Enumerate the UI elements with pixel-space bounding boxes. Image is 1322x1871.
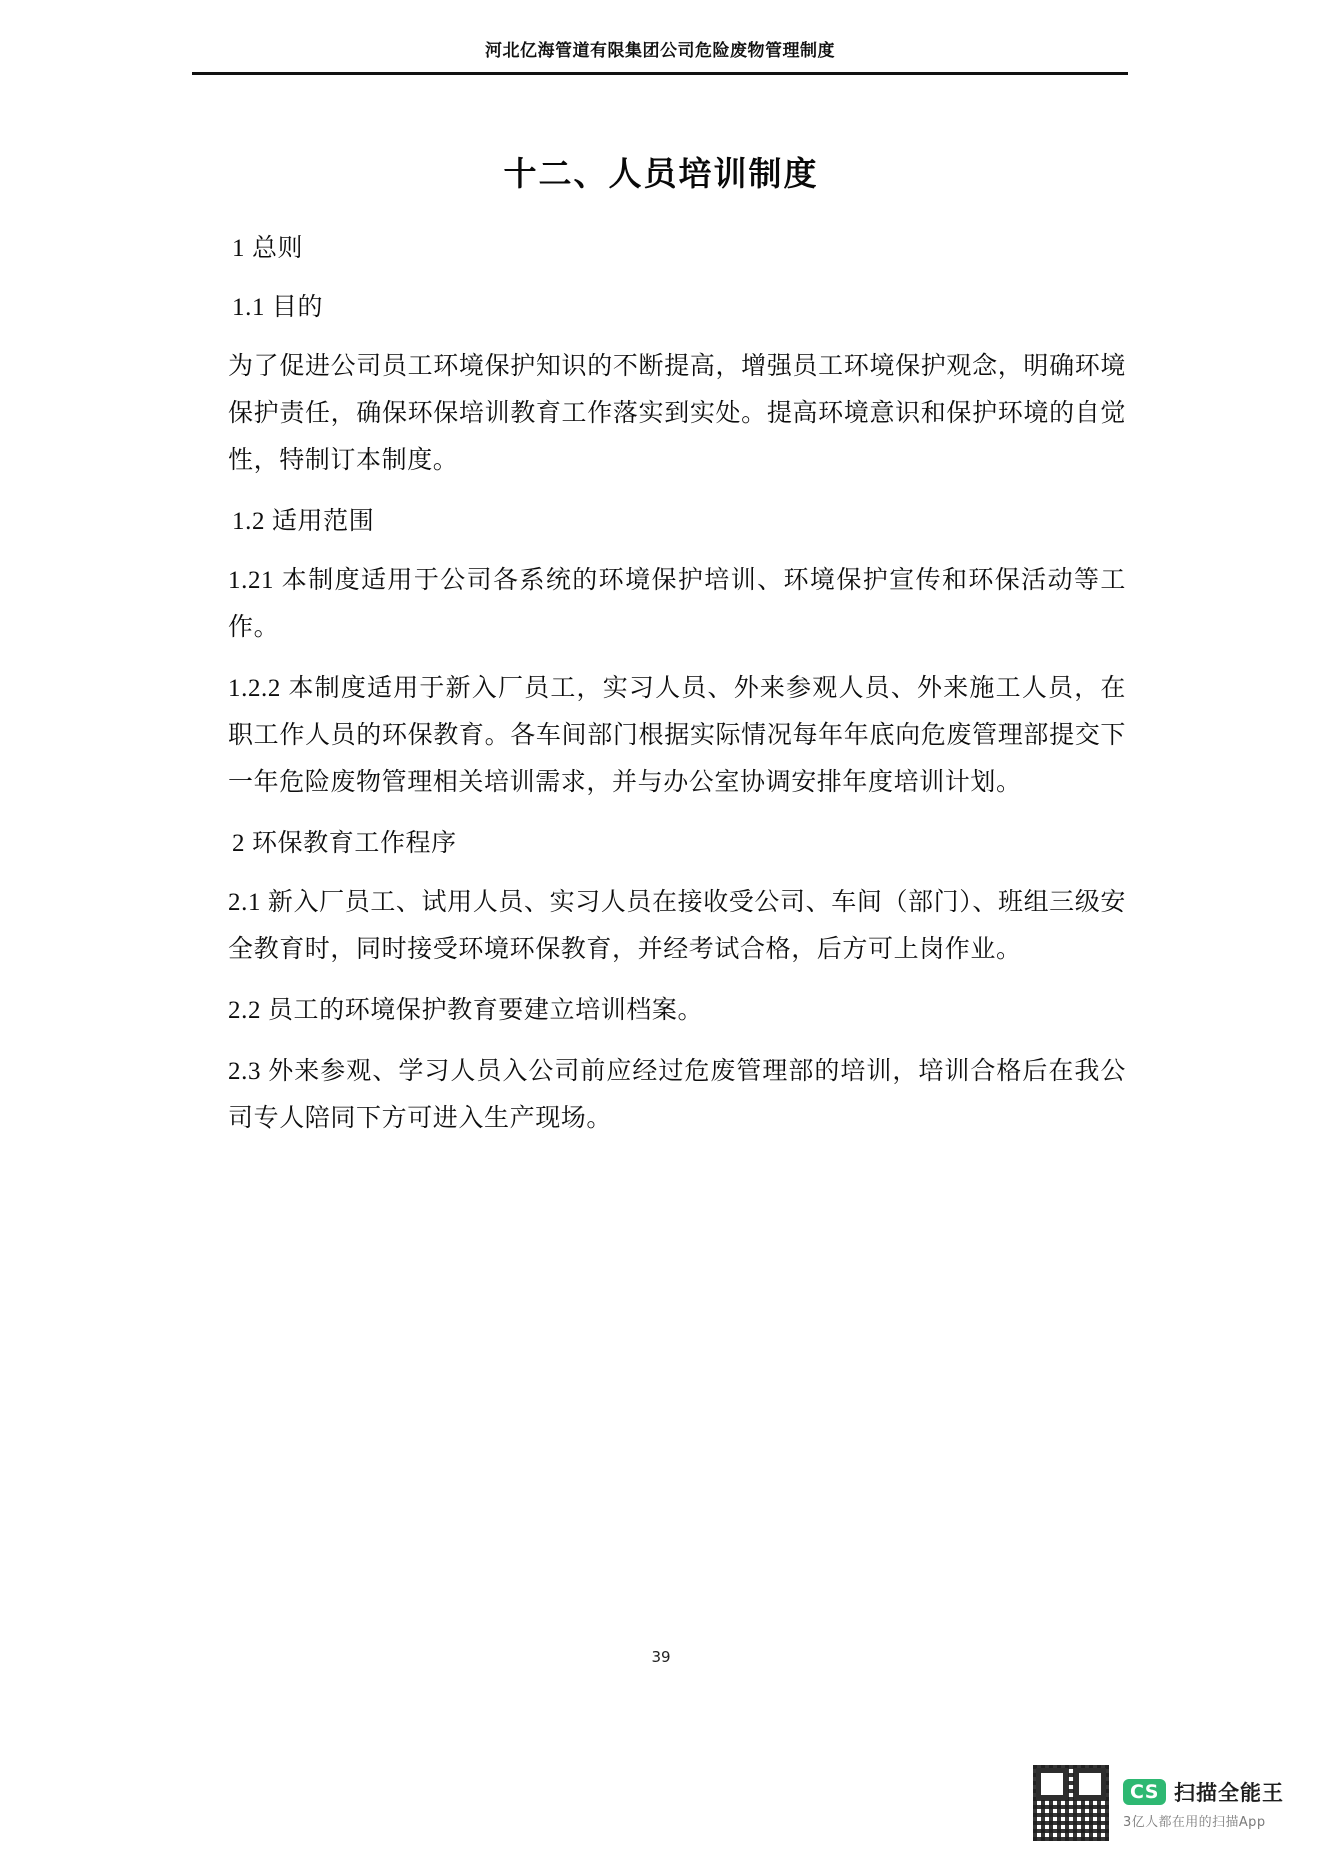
header-divider (192, 72, 1128, 75)
page-title: 十二、人员培训制度 (503, 154, 819, 193)
section-heading-2: 2 环保教育工作程序 (232, 830, 457, 857)
watermark-title: 扫描全能王 (1174, 1780, 1284, 1805)
camscanner-watermark (1033, 1765, 1284, 1841)
running-header-text: 河北亿海管道有限集团公司危险废物管理制度 (485, 41, 835, 61)
watermark-title-row (1123, 1777, 1284, 1807)
watermark-text (1123, 1777, 1284, 1830)
section-heading-1-2: 1.2 适用范围 (232, 508, 375, 535)
section-heading-1-1: 1.1 目的 (232, 294, 324, 321)
paragraph-1-2-2: 1.2.2 本制度适用于新入厂员工，实习人员、外来参观人员、外来施工人员，在职工作人员的环保教育。各车间部门根据实际情况每年年底向危废管理部提交下一年危险废物管理相关培训需求，并与办公室协调安排年度培训计划。 (228, 675, 1126, 796)
paragraph-purpose: 为了促进公司员工环境保护知识的不断提高，增强员工环境保护观念，明确环境保护责任，确保环保培训教育工作落实到实处。提高环境意识和保护环境的自觉性，特制订本制度。 (228, 353, 1126, 474)
paragraph-2-1: 2.1 新入厂员工、试用人员、实习人员在接收受公司、车间（部门）、班组三级安全教育时，同时接受环境环保教育，并经考试合格，后方可上岗作业。 (228, 889, 1126, 963)
document-body (196, 130, 1126, 1156)
paragraph-2-2: 2.2 员工的环境保护教育要建立培训档案。 (228, 997, 704, 1024)
camscanner-logo-icon: CS (1123, 1779, 1166, 1805)
watermark-subtitle: 3亿人都在用的扫描App (1123, 1814, 1266, 1830)
section-heading-1: 1 总则 (232, 235, 304, 262)
page-number: 39 (651, 1648, 671, 1666)
running-header (195, 40, 1125, 62)
qr-code-icon (1033, 1765, 1109, 1841)
paragraph-1-21: 1.21 本制度适用于公司各系统的环境保护培训、环境保护宣传和环保活动等工作。 (228, 567, 1126, 641)
paragraph-2-3: 2.3 外来参观、学习人员入公司前应经过危废管理部的培训，培训合格后在我公司专人陪同下方可进入生产现场。 (228, 1058, 1126, 1132)
